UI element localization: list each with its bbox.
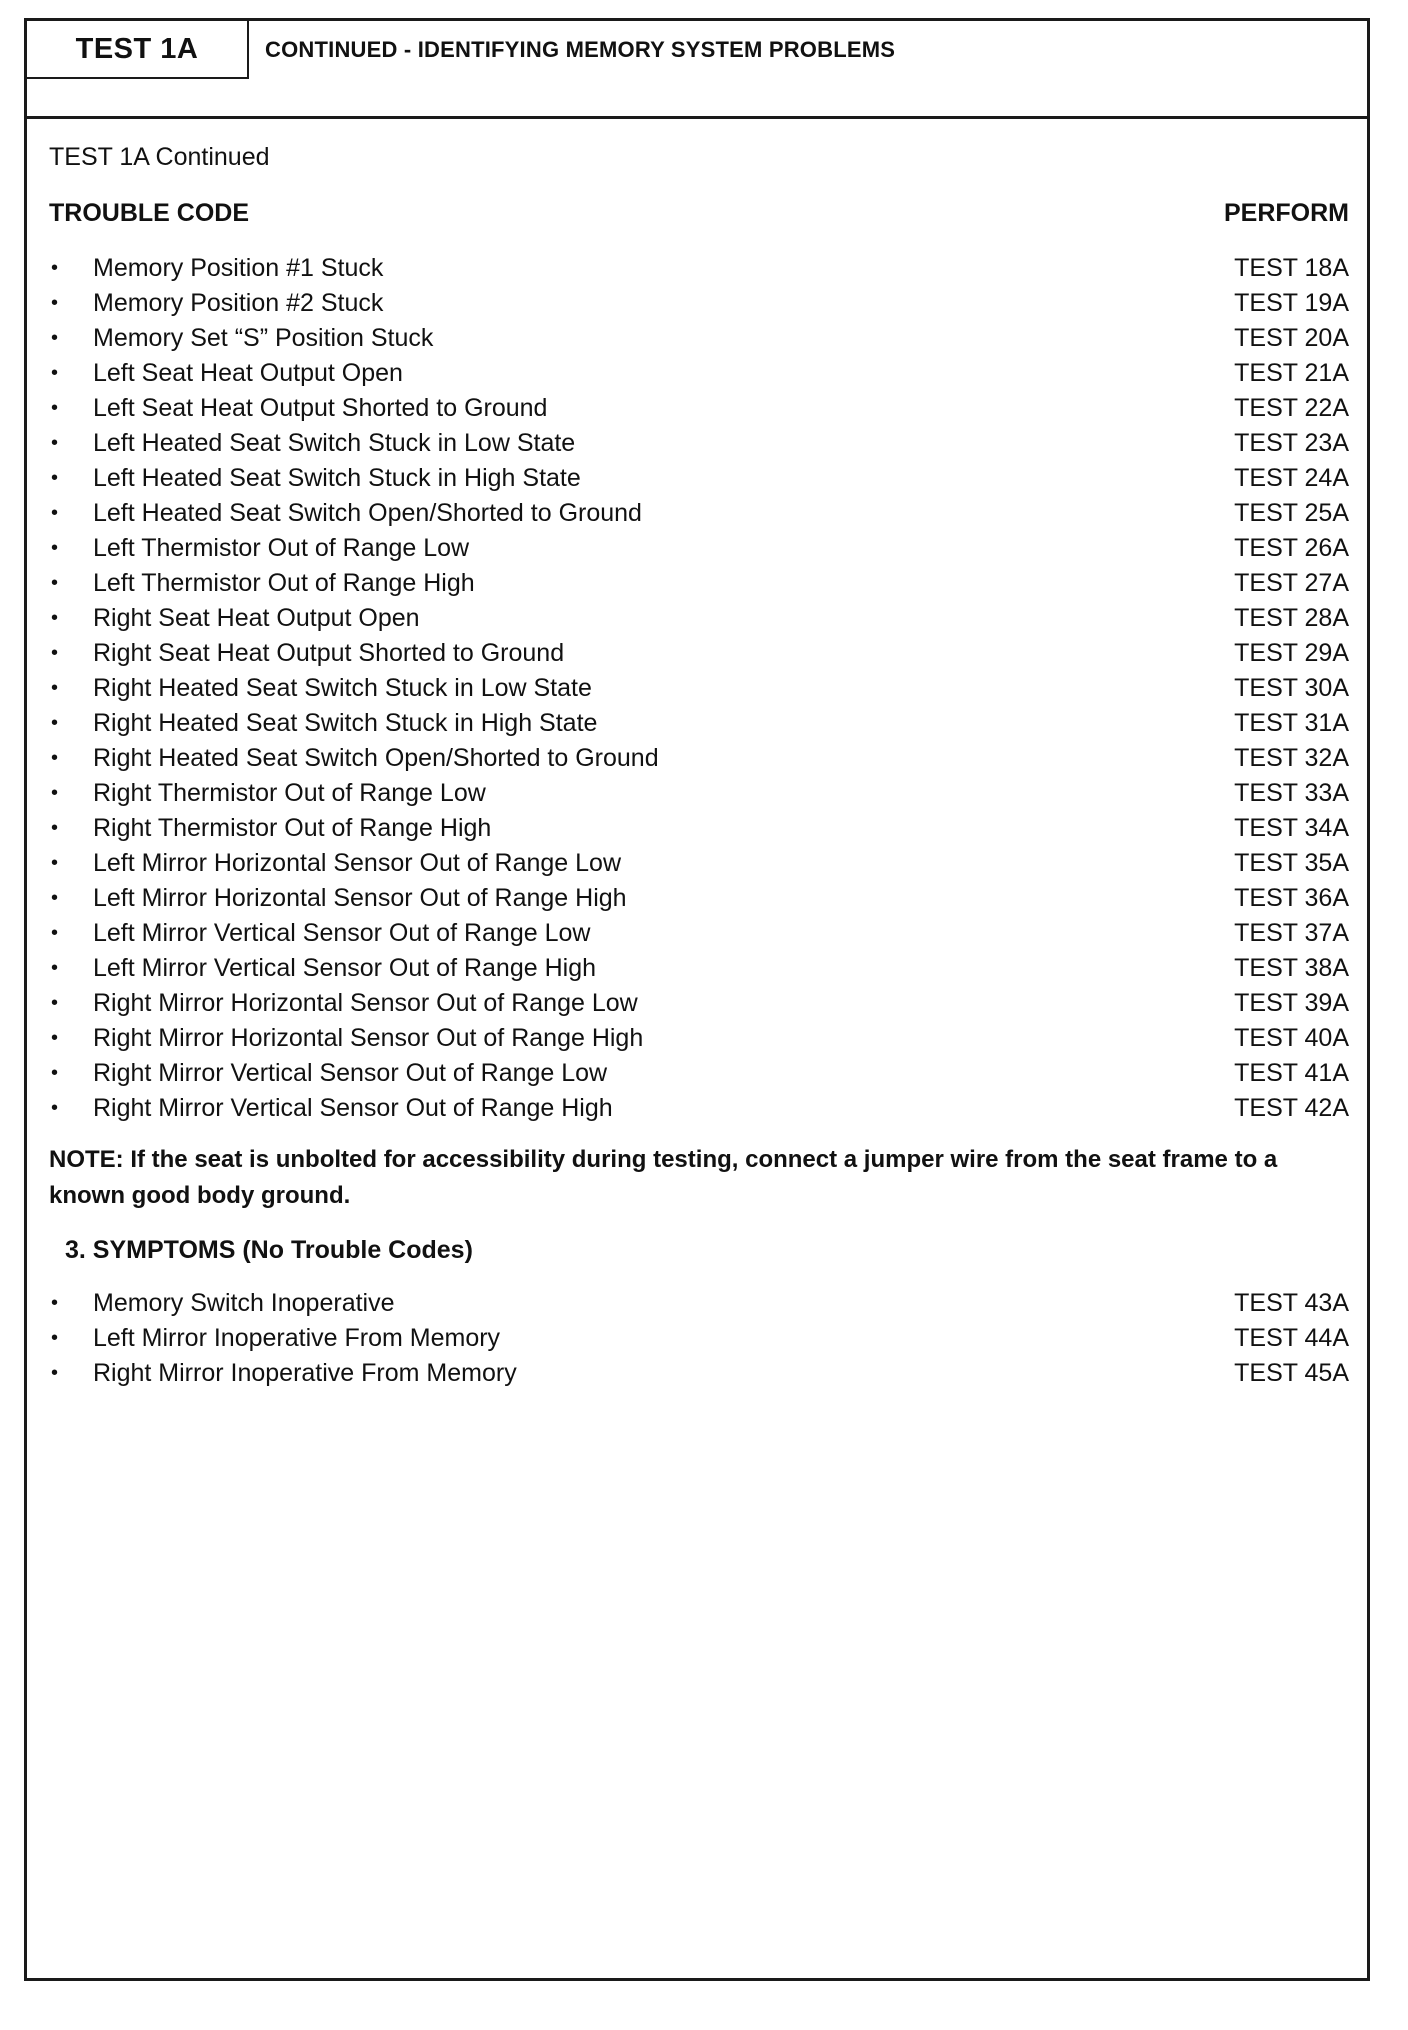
- trouble-code-row: [49, 496, 1349, 531]
- trouble-code-row: [49, 951, 1349, 986]
- trouble-code-row-description: [49, 601, 420, 636]
- trouble-code-row-test: TEST 20A: [1234, 324, 1349, 352]
- column-headers: [49, 191, 1349, 235]
- trouble-code-row-description: [49, 671, 592, 706]
- trouble-code-row-text: Right Thermistor Out of Range High: [93, 814, 492, 842]
- trouble-code-row-test: TEST 21A: [1234, 359, 1349, 387]
- trouble-code-row-description: [49, 566, 475, 601]
- bullet-icon: •: [51, 817, 59, 839]
- trouble-code-row-test: TEST 27A: [1234, 569, 1349, 597]
- document-frame: [24, 18, 1370, 1981]
- symptom-row-text: Right Mirror Inoperative From Memory: [93, 1359, 517, 1387]
- trouble-code-row-text: Left Heated Seat Switch Stuck in Low State: [93, 429, 576, 457]
- trouble-code-row-test: TEST 25A: [1234, 499, 1349, 527]
- trouble-code-row-test: TEST 26A: [1234, 534, 1349, 562]
- trouble-code-row-description: [49, 461, 581, 496]
- trouble-code-row-text: Left Thermistor Out of Range High: [93, 569, 475, 597]
- trouble-code-row: [49, 1091, 1349, 1126]
- trouble-code-row: [49, 356, 1349, 391]
- trouble-code-row: [49, 986, 1349, 1021]
- trouble-code-row: [49, 391, 1349, 426]
- bullet-icon: •: [51, 467, 59, 489]
- bullet-icon: •: [51, 957, 59, 979]
- trouble-code-row: [49, 706, 1349, 741]
- trouble-code-row: [49, 531, 1349, 566]
- bullet-icon: •: [51, 992, 59, 1014]
- symptom-row-text: Left Mirror Inoperative From Memory: [93, 1324, 501, 1352]
- trouble-code-row-description: [49, 426, 575, 461]
- trouble-code-row-test: TEST 36A: [1234, 884, 1349, 912]
- trouble-code-row: [49, 1056, 1349, 1091]
- bullet-icon: •: [51, 292, 59, 314]
- content: [49, 137, 1349, 1391]
- trouble-code-row-test: TEST 35A: [1234, 849, 1349, 877]
- trouble-code-row-test: TEST 39A: [1234, 989, 1349, 1017]
- symptom-row-description: [49, 1356, 517, 1391]
- trouble-code-row-text: Right Heated Seat Switch Stuck in High State: [93, 709, 598, 737]
- trouble-code-row: [49, 741, 1349, 776]
- trouble-code-row-description: [49, 1021, 643, 1056]
- trouble-code-row: [49, 426, 1349, 461]
- trouble-code-row-test: TEST 42A: [1234, 1094, 1349, 1122]
- trouble-code-row-test: TEST 30A: [1234, 674, 1349, 702]
- trouble-code-row-description: [49, 741, 659, 776]
- trouble-code-row-description: [49, 706, 597, 741]
- trouble-code-row-text: Left Seat Heat Output Open: [93, 359, 403, 387]
- trouble-code-row-text: Left Mirror Horizontal Sensor Out of Range Low: [93, 849, 622, 877]
- bullet-icon: •: [51, 1027, 59, 1049]
- trouble-code-list: [49, 251, 1349, 1126]
- trouble-code-row-description: [49, 916, 590, 951]
- trouble-code-row-text: Left Heated Seat Switch Open/Shorted to Ground: [93, 499, 642, 527]
- trouble-code-row-description: [49, 636, 564, 671]
- trouble-code-row-text: Right Seat Heat Output Shorted to Ground: [93, 639, 565, 667]
- trouble-code-row: [49, 461, 1349, 496]
- trouble-code-row-description: [49, 1091, 613, 1126]
- trouble-code-row-test: TEST 19A: [1234, 289, 1349, 317]
- trouble-code-row-test: TEST 41A: [1234, 1059, 1349, 1087]
- bullet-icon: •: [51, 362, 59, 384]
- trouble-code-row-test: TEST 32A: [1234, 744, 1349, 772]
- trouble-code-row: [49, 671, 1349, 706]
- trouble-code-row: [49, 1021, 1349, 1056]
- trouble-code-row-text: Right Mirror Vertical Sensor Out of Range High: [93, 1094, 613, 1122]
- trouble-code-row-test: TEST 40A: [1234, 1024, 1349, 1052]
- trouble-code-row: [49, 811, 1349, 846]
- bullet-icon: •: [51, 852, 59, 874]
- bullet-icon: •: [51, 782, 59, 804]
- header-band: [27, 21, 1367, 119]
- symptom-row-test: TEST 43A: [1234, 1289, 1349, 1317]
- bullet-icon: •: [51, 1062, 59, 1084]
- trouble-code-row-text: Left Heated Seat Switch Stuck in High State: [93, 464, 581, 492]
- bullet-icon: •: [51, 607, 59, 629]
- trouble-code-row-description: [49, 881, 627, 916]
- trouble-code-row-description: [49, 356, 403, 391]
- trouble-code-row: [49, 251, 1349, 286]
- trouble-code-row-text: Right Thermistor Out of Range Low: [93, 779, 486, 807]
- trouble-code-row-text: Memory Position #1 Stuck: [93, 254, 384, 282]
- trouble-code-row-text: Left Mirror Horizontal Sensor Out of Range High: [93, 884, 627, 912]
- trouble-code-row-description: [49, 251, 383, 286]
- trouble-code-row-text: Left Mirror Vertical Sensor Out of Range High: [93, 954, 597, 982]
- trouble-code-row-text: Memory Set “S” Position Stuck: [93, 324, 434, 352]
- bullet-icon: •: [51, 397, 59, 419]
- trouble-code-row: [49, 566, 1349, 601]
- symptom-row: [49, 1321, 1349, 1356]
- symptom-row: [49, 1286, 1349, 1321]
- trouble-code-row: [49, 916, 1349, 951]
- bullet-icon: •: [51, 1362, 59, 1384]
- bullet-icon: •: [51, 432, 59, 454]
- symptom-row: [49, 1356, 1349, 1391]
- trouble-code-row-test: TEST 22A: [1234, 394, 1349, 422]
- symptom-row-test: TEST 45A: [1234, 1359, 1349, 1387]
- trouble-code-row-description: [49, 531, 469, 566]
- bullet-icon: •: [51, 1327, 59, 1349]
- test-id-box: TEST 1A: [27, 21, 249, 79]
- trouble-code-row-description: [49, 321, 433, 356]
- trouble-code-row-text: Right Heated Seat Switch Stuck in Low State: [93, 674, 592, 702]
- trouble-code-row-test: TEST 37A: [1234, 919, 1349, 947]
- symptoms-title: 3. SYMPTOMS (No Trouble Codes): [65, 1236, 473, 1264]
- bullet-icon: •: [51, 712, 59, 734]
- trouble-code-row-description: [49, 811, 491, 846]
- trouble-code-row-description: [49, 986, 638, 1021]
- bullet-icon: •: [51, 887, 59, 909]
- trouble-code-row-description: [49, 391, 547, 426]
- trouble-code-row-test: TEST 29A: [1234, 639, 1349, 667]
- trouble-code-row-text: Left Mirror Vertical Sensor Out of Range Low: [93, 919, 591, 947]
- trouble-code-row-test: TEST 33A: [1234, 779, 1349, 807]
- trouble-code-row: [49, 881, 1349, 916]
- trouble-code-row-test: TEST 28A: [1234, 604, 1349, 632]
- bullet-icon: •: [51, 572, 59, 594]
- trouble-code-row-text: Right Mirror Vertical Sensor Out of Range Low: [93, 1059, 608, 1087]
- trouble-code-row-description: [49, 1056, 607, 1091]
- trouble-code-row-description: [49, 951, 596, 986]
- bullet-icon: •: [51, 537, 59, 559]
- perform-header: PERFORM: [1224, 199, 1349, 227]
- trouble-code-row-description: [49, 776, 486, 811]
- bullet-icon: •: [51, 747, 59, 769]
- trouble-code-row-description: [49, 846, 621, 881]
- trouble-code-row: [49, 776, 1349, 811]
- symptom-row-test: TEST 44A: [1234, 1324, 1349, 1352]
- note: NOTE: If the seat is unbolted for accessibility during testing, connect a jumper wire from the seat frame to a known good body ground.: [49, 1146, 1278, 1209]
- bullet-icon: •: [51, 1292, 59, 1314]
- bullet-icon: •: [51, 677, 59, 699]
- trouble-code-row-text: Memory Position #2 Stuck: [93, 289, 384, 317]
- bullet-icon: •: [51, 1097, 59, 1119]
- symptom-list: [49, 1286, 1349, 1391]
- trouble-code-row-test: TEST 23A: [1234, 429, 1349, 457]
- trouble-code-row-text: Right Heated Seat Switch Open/Shorted to Ground: [93, 744, 659, 772]
- trouble-code-row-test: TEST 18A: [1234, 254, 1349, 282]
- trouble-code-row-description: [49, 496, 642, 531]
- bullet-icon: •: [51, 642, 59, 664]
- trouble-code-header: TROUBLE CODE: [49, 199, 249, 227]
- symptom-row-text: Memory Switch Inoperative: [93, 1289, 395, 1317]
- trouble-code-row: [49, 286, 1349, 321]
- trouble-code-row: [49, 321, 1349, 356]
- trouble-code-row-text: Right Mirror Horizontal Sensor Out of Range High: [93, 1024, 644, 1052]
- trouble-code-row-text: Right Seat Heat Output Open: [93, 604, 420, 632]
- continued-label: TEST 1A Continued: [49, 143, 270, 171]
- trouble-code-row-test: TEST 38A: [1234, 954, 1349, 982]
- trouble-code-row-description: [49, 286, 383, 321]
- trouble-code-row-test: TEST 24A: [1234, 464, 1349, 492]
- bullet-icon: •: [51, 922, 59, 944]
- trouble-code-row-test: TEST 31A: [1234, 709, 1349, 737]
- bullet-icon: •: [51, 327, 59, 349]
- bullet-icon: •: [51, 257, 59, 279]
- trouble-code-row-text: Left Seat Heat Output Shorted to Ground: [93, 394, 548, 422]
- bullet-icon: •: [51, 502, 59, 524]
- trouble-code-row-test: TEST 34A: [1234, 814, 1349, 842]
- trouble-code-row: [49, 601, 1349, 636]
- symptom-row-description: [49, 1286, 395, 1321]
- trouble-code-row: [49, 636, 1349, 671]
- trouble-code-row-text: Left Thermistor Out of Range Low: [93, 534, 470, 562]
- trouble-code-row-text: Right Mirror Horizontal Sensor Out of Range Low: [93, 989, 638, 1017]
- header-title: CONTINUED - IDENTIFYING MEMORY SYSTEM PROBLEMS: [265, 37, 896, 62]
- trouble-code-row: [49, 846, 1349, 881]
- symptom-row-description: [49, 1321, 500, 1356]
